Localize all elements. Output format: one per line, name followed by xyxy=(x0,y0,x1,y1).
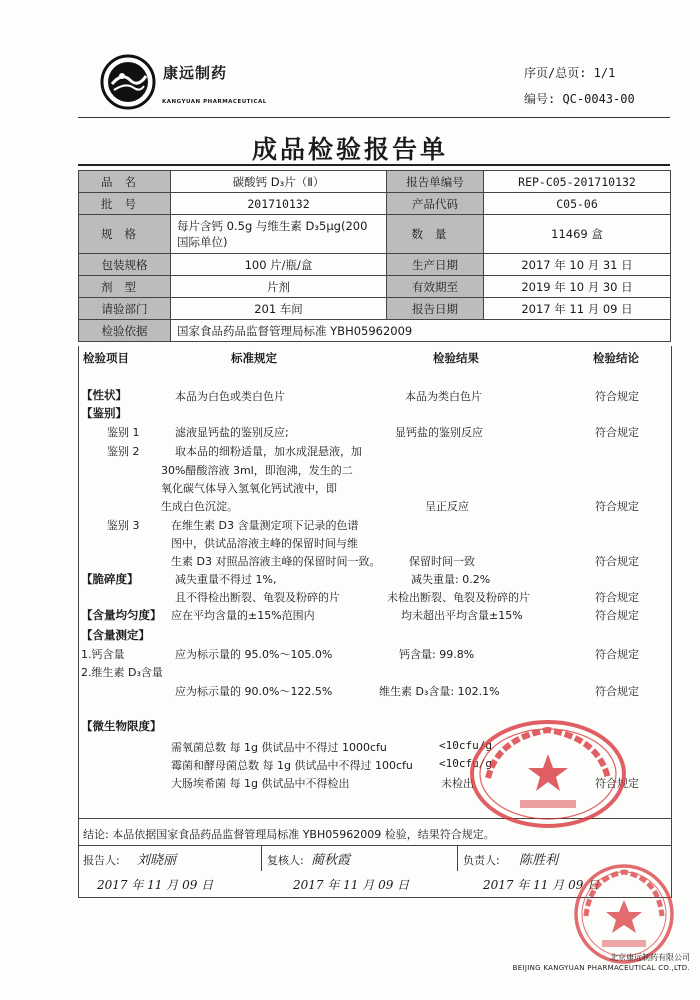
friability-standard-2: 且不得检出断裂、龟裂及粉碎的片 xyxy=(175,591,340,604)
micro1-result: <10cfu/g xyxy=(439,739,492,752)
dept-label: 请验部门 xyxy=(79,298,171,320)
signoff-divider xyxy=(261,845,262,871)
ident1-result: 显钙盐的鉴别反应 xyxy=(395,426,483,439)
table-row xyxy=(79,320,671,342)
reviewer-date: 2017 年 11 月 09 日 xyxy=(293,878,410,892)
ident1-standard: 滤液显钙盐的鉴别反应; xyxy=(175,426,289,439)
conclusion-text: 结论: 本品依据国家食品药品监督管理局标准 YBH05962009 检验，结果符合规定。 xyxy=(83,828,495,841)
uniformity-result: 均未超出平均含量±15% xyxy=(401,609,523,622)
dosage-form-label: 剂型 xyxy=(79,276,171,298)
ident2-standard-2: 30%醋酸溶液 3ml，即泡沸，发生的二 xyxy=(161,464,353,477)
uniformity-standard: 应在平均含量的±15%范围内 xyxy=(171,609,315,622)
spec-line-1: 每片含钙 0.5g 与维生素 D₃5μg(200 xyxy=(177,219,368,233)
page-info: 序页/总页: 1/1 xyxy=(524,66,616,80)
friability-result-1: 减失重量: 0.2% xyxy=(411,573,491,586)
table-row xyxy=(79,298,671,320)
table-row xyxy=(79,276,671,298)
assay2-item: 2.维生素 D₃含量 xyxy=(81,666,163,679)
package-label: 包装规格 xyxy=(79,254,171,276)
appearance-standard: 本品为白色或类白色片 xyxy=(175,390,285,403)
spec-label: 规格 xyxy=(79,215,171,254)
basis-value: 国家食品药品监督管理局标准 YBH05962009 xyxy=(171,320,671,342)
column-header-standard: 标准规定 xyxy=(231,351,277,365)
signoff-section xyxy=(78,818,672,898)
appearance-result: 本品为类白色片 xyxy=(405,390,482,403)
responsible-date: 2017 年 11 月 09 日 xyxy=(483,878,600,892)
product-name-value: 碳酸钙 D₃片（Ⅱ） xyxy=(171,171,387,193)
column-header-item: 检验项目 xyxy=(83,351,129,365)
dept-value: 201 车间 xyxy=(171,298,387,320)
report-no-value: REP-C05-201710132 xyxy=(484,171,671,193)
micro1-standard: 需氧菌总数 每 1g 供试品中不得过 1000cfu xyxy=(171,741,387,754)
uniformity-conclusion: 符合规定 xyxy=(595,609,639,622)
report-no-label: 报告单编号 xyxy=(387,171,484,193)
friability-standard-1: 减失重量不得过 1%, xyxy=(175,573,277,586)
micro2-standard: 霉菌和酵母菌总数 每 1g 供试品中不得过 100cfu xyxy=(171,759,413,772)
friability-conclusion: 符合规定 xyxy=(595,591,639,604)
ident3-conclusion: 符合规定 xyxy=(595,555,639,568)
micro3-result: 未检出 xyxy=(441,777,474,790)
quantity-label: 数量 xyxy=(387,215,484,254)
assay2-result: 维生素 D₃含量: 102.1% xyxy=(379,685,500,698)
package-value: 100 片/瓶/盒 xyxy=(171,254,387,276)
header-divider xyxy=(78,117,670,118)
dosage-form-value: 片剂 xyxy=(171,276,387,298)
basis-label: 检验依据 xyxy=(79,320,171,342)
footer-company-en: BEIJING KANGYUAN PHARMACEUTICAL CO.,LTD. xyxy=(512,964,690,972)
spec-value xyxy=(171,215,387,254)
assay-header: 【含量测定】 xyxy=(81,628,150,642)
appearance-header: 【性状】 xyxy=(81,388,127,402)
report-date-label: 报告日期 xyxy=(387,298,484,320)
appearance-conclusion: 符合规定 xyxy=(595,390,639,403)
micro3-standard: 大肠埃希菌 每 1g 供试品中不得检出 xyxy=(171,777,350,790)
spec-line-2: 国际单位) xyxy=(177,235,228,249)
quantity-value: 11469 盒 xyxy=(484,215,671,254)
ident3-result: 保留时间一致 xyxy=(409,555,475,568)
company-name-cn: 康远制药 xyxy=(163,64,228,82)
product-code-value: C05-06 xyxy=(484,193,671,215)
ident2-result: 呈正反应 xyxy=(425,500,469,513)
friability-result-2: 未检出断裂、龟裂及粉碎的片 xyxy=(387,591,530,604)
responsible-label: 负责人: xyxy=(463,854,500,867)
responsible-signature: 陈胜利 xyxy=(519,853,559,868)
footer-company-cn: 北京康远制药有限公司 xyxy=(610,953,690,962)
assay2-conclusion: 符合规定 xyxy=(595,685,639,698)
production-date-value: 2017 年 10 月 31 日 xyxy=(484,254,671,276)
ident3-standard-3: 生素 D3 对照品溶液主峰的保留时间一致。 xyxy=(171,555,381,568)
micro-conclusion: 符合规定 xyxy=(595,777,639,790)
batch-label: 批号 xyxy=(79,193,171,215)
assay2-standard: 应为标示量的 90.0%～122.5% xyxy=(175,685,333,698)
ident1-conclusion: 符合规定 xyxy=(595,426,639,439)
ident2-standard-1: 取本品的细粉适量，加水成混悬液，加 xyxy=(175,445,362,458)
product-info-table xyxy=(78,170,671,342)
signoff-divider xyxy=(457,845,458,871)
expiry-value: 2019 年 10 月 30 日 xyxy=(484,276,671,298)
identification-header: 【鉴别】 xyxy=(81,406,127,420)
table-row xyxy=(79,215,671,254)
company-name-en: KANGYUAN PHARMACEUTICAL xyxy=(162,99,267,105)
column-header-conclusion: 检验结论 xyxy=(593,351,639,365)
ident2-conclusion: 符合规定 xyxy=(595,500,639,513)
table-row xyxy=(79,193,671,215)
uniformity-header: 【含量均匀度】 xyxy=(81,608,162,622)
micro2-result: <10cfu/g xyxy=(439,757,492,770)
title-divider xyxy=(78,164,670,166)
signoff-divider xyxy=(79,845,671,846)
assay1-standard: 应为标示量的 95.0%～105.0% xyxy=(175,648,333,661)
document-number: 编号: QC-0043-00 xyxy=(524,92,635,106)
table-row xyxy=(79,171,671,193)
ident2-item: 鉴别 2 xyxy=(107,445,140,458)
assay1-item: 1.钙含量 xyxy=(81,648,125,661)
product-name-label: 品名 xyxy=(79,171,171,193)
ident1-item: 鉴别 1 xyxy=(107,426,140,439)
expiry-label: 有效期至 xyxy=(387,276,484,298)
assay1-result: 钙含量: 99.8% xyxy=(399,648,475,661)
reporter-signature: 刘晓丽 xyxy=(137,853,177,868)
ident3-item: 鉴别 3 xyxy=(107,519,140,532)
table-row xyxy=(79,254,671,276)
batch-value: 201710132 xyxy=(171,193,387,215)
reporter-date: 2017 年 11 月 09 日 xyxy=(97,878,214,892)
assay1-conclusion: 符合规定 xyxy=(595,648,639,661)
column-header-result: 检验结果 xyxy=(433,351,479,365)
production-date-label: 生产日期 xyxy=(387,254,484,276)
test-results-section xyxy=(78,346,672,818)
page-title: 成品检验报告单 xyxy=(251,135,448,164)
ident2-standard-4: 生成白色沉淀。 xyxy=(161,500,238,513)
ident2-standard-3: 氧化碳气体导入氢氧化钙试液中，即 xyxy=(161,482,337,495)
ident3-standard-1: 在维生素 D3 含量测定项下记录的色谱 xyxy=(171,519,359,532)
reviewer-label: 复核人: xyxy=(267,854,304,867)
report-date-value: 2017 年 11 月 09 日 xyxy=(484,298,671,320)
friability-header: 【脆碎度】 xyxy=(81,572,139,586)
kangyuan-logo-icon xyxy=(100,54,156,110)
micro-header: 【微生物限度】 xyxy=(81,719,162,733)
product-code-label: 产品代码 xyxy=(387,193,484,215)
reviewer-signature: 蔺秋霞 xyxy=(311,853,351,868)
reporter-label: 报告人: xyxy=(83,854,120,867)
ident3-standard-2: 图中，供试品溶液主峰的保留时间与维 xyxy=(171,537,358,550)
